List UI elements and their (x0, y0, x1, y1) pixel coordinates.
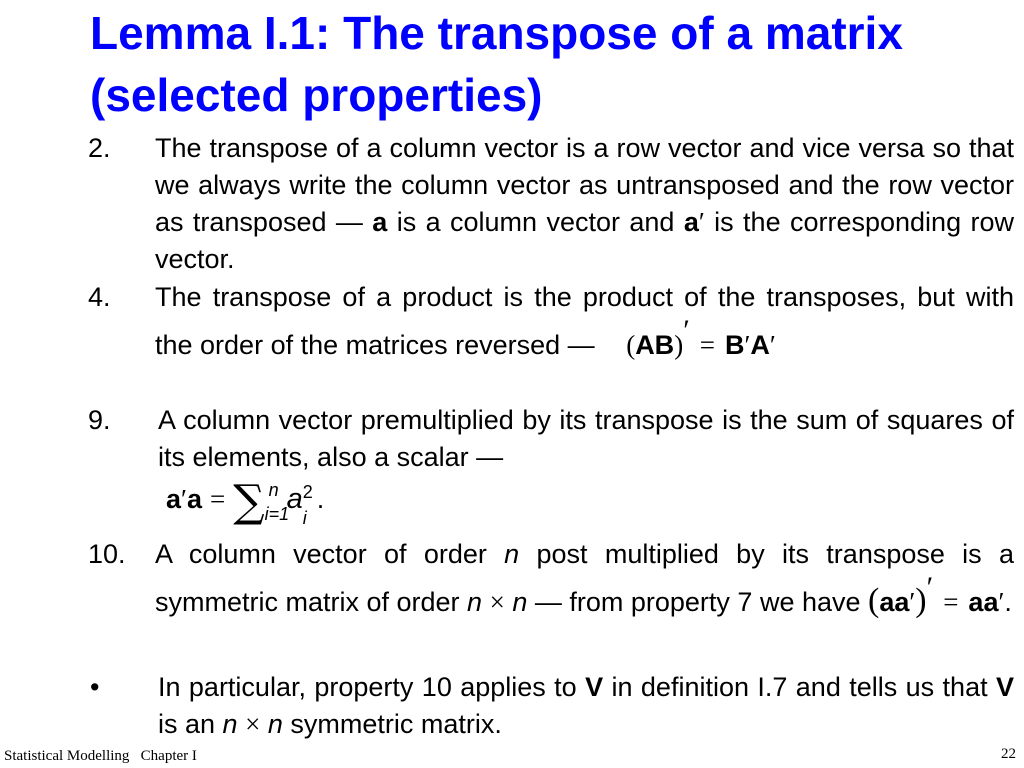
formula-ab-transpose: (AB)′ = B′A′ (626, 314, 776, 360)
list-item (88, 669, 1014, 745)
item-number: 4. (88, 282, 111, 312)
title-bold: Lemma I.1 (90, 7, 315, 59)
item-text: In particular, property 10 applies to V in definition I.7 and tells us that V is an n × n symmetric matrix. (158, 672, 1014, 739)
formula-aa-transpose: (aa′)′ = aa′. (868, 571, 1012, 619)
item-number: 2. (88, 133, 111, 163)
list-item (88, 279, 1014, 399)
item-text: The transpose of a product is the product of the transposes, but with the order of the matrices reversed — (AB)′ = B′A′ (155, 282, 1014, 360)
footer-label: Statistical Modelling Chapter I (4, 748, 197, 764)
item-text: A column vector of order n post multiplied by its transpose is a symmetric matrix of order n × n — from property 7 we have (aa′)′ = aa′. (155, 539, 1015, 619)
item-text: A column vector premultiplied by its transpose is the sum of squares of its elements, also a scalar — (158, 405, 1014, 472)
item-number: 10. (88, 539, 126, 569)
item-number: 9. (88, 405, 111, 435)
slide-title (90, 2, 990, 126)
bullet: • (90, 672, 100, 702)
list-item (88, 130, 1014, 280)
title-rest: : The transpose of a matrix (selected properties) (90, 7, 903, 121)
item-text: The transpose of a column vector is a row vector and vice versa so that we always write the column vector as untransposed and the row vector as transposed — a is a column vector and a′ is the corresponding row vector. (155, 133, 1014, 274)
formula-sum-of-squares: a′a = ∑ n i=1 a i 2 . (166, 476, 325, 528)
page-number: 22 (1001, 746, 1016, 762)
list-item (88, 402, 1014, 542)
list-item (88, 536, 1014, 666)
